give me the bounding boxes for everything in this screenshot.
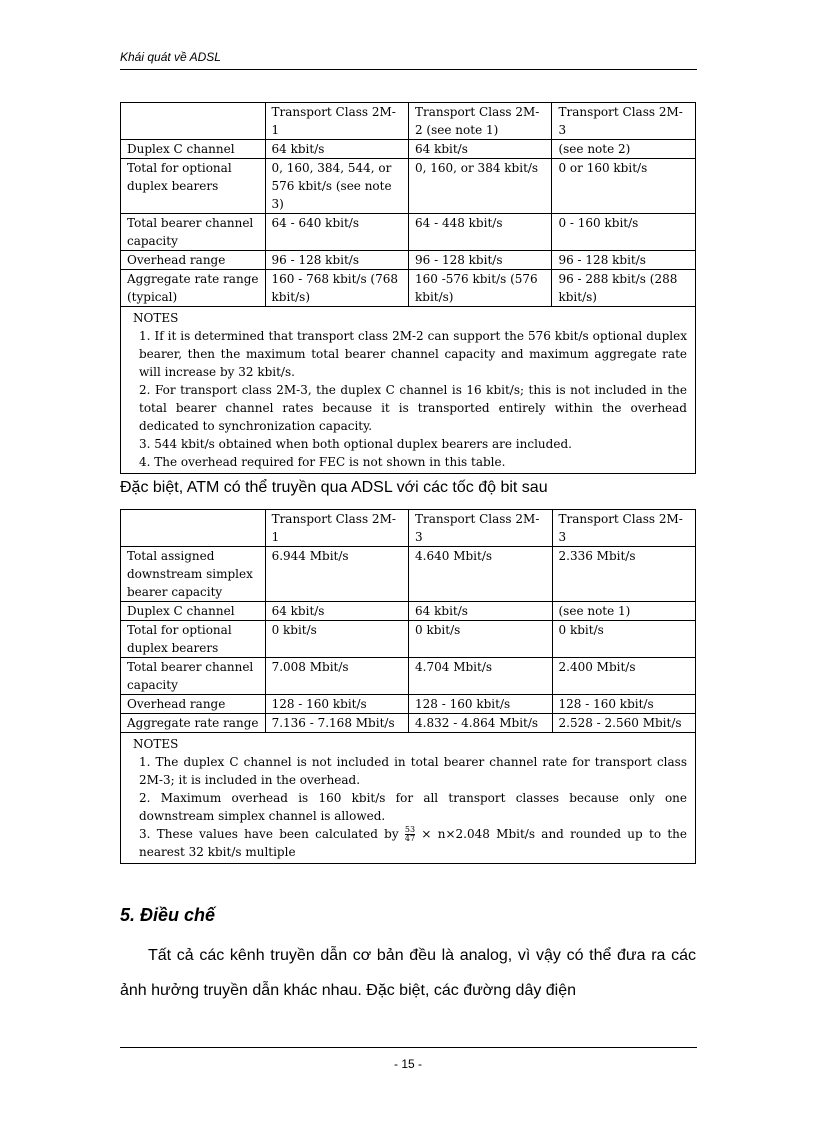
table-row (121, 159, 696, 214)
table-cell: 96 - 128 kbit/s (552, 251, 696, 270)
table-cell: 6.944 Mbit/s (265, 547, 408, 602)
table-cell: 128 - 160 kbit/s (265, 695, 408, 714)
table-cell: 128 - 160 kbit/s (409, 695, 552, 714)
table-cell: 0 kbit/s (265, 621, 408, 658)
table-cell: 128 - 160 kbit/s (552, 695, 696, 714)
header-rule (120, 69, 697, 70)
table-cell: 96 - 128 kbit/s (265, 251, 408, 270)
table-cell: Transport Class 2M-1 (265, 103, 408, 140)
table-cell: 0 or 160 kbit/s (552, 159, 696, 214)
notes-title: NOTES (133, 737, 179, 751)
table-cell: Transport Class 2M-3 (552, 510, 696, 547)
footer-rule (120, 1047, 697, 1048)
table-cell: Transport Class 2M-1 (265, 510, 408, 547)
table-cell: Transport Class 2M-3 (552, 103, 696, 140)
notes-row (121, 733, 696, 864)
table-cell: 0 - 160 kbit/s (552, 214, 696, 251)
table-cell: 96 - 288 kbit/s (288 kbit/s) (552, 270, 696, 307)
note-1: 1. The duplex C channel is not included in total bearer channel rate for transport class 2M-3; it is included in the overhead. (139, 755, 687, 787)
notes-row (121, 307, 696, 474)
running-header: Khái quát về ADSL (120, 50, 221, 64)
note-3-after: × n×2.048 Mbit/s and rounded up to the nearest 32 kbit/s multiple (139, 827, 687, 859)
table-cell: (see note 2) (552, 140, 696, 159)
table-cell: Aggregate rate range (121, 714, 266, 733)
table-cell: Overhead range (121, 695, 266, 714)
note-2: 2. Maximum overhead is 160 kbit/s for all transport classes because only one downstream simplex channel is allowed. (139, 791, 687, 823)
table-cell: Transport Class 2M-2 (see note 1) (408, 103, 551, 140)
fraction-numerator: 53 (404, 825, 416, 834)
transport-class-table-2 (120, 509, 696, 864)
fraction (405, 826, 415, 843)
transport-class-table-1 (120, 102, 696, 474)
table-cell: 2.528 - 2.560 Mbit/s (552, 714, 696, 733)
table-header-row (121, 510, 696, 547)
table-cell: 2.400 Mbit/s (552, 658, 696, 695)
table-cell: (see note 1) (552, 602, 696, 621)
note-1: 1. If it is determined that transport class 2M-2 can support the 576 kbit/s optional duplex bearer, then the maximum total bearer channel capacity and maximum aggregate rate will increase by 32 kbit/s. (139, 329, 687, 379)
table-row (121, 270, 696, 307)
table-cell: 160 - 768 kbit/s (768 kbit/s) (265, 270, 408, 307)
note-3: 3. 544 kbit/s obtained when both optional duplex bearers are included. (139, 437, 572, 451)
table-cell: Duplex C channel (121, 140, 266, 159)
table-cell: 7.008 Mbit/s (265, 658, 408, 695)
table-row (121, 547, 696, 602)
body-paragraph: Tất cả các kênh truyền dẫn cơ bản đều là analog, vì vậy có thể đưa ra các ảnh hưởng truyền dẫn khác nhau. Đặc biệt, các đường dây điện (120, 947, 696, 999)
table-cell: 64 kbit/s (408, 140, 551, 159)
table-cell: 4.832 - 4.864 Mbit/s (409, 714, 552, 733)
table-cell (121, 510, 266, 547)
table-header-row (121, 103, 696, 140)
section-title: 5. Điều chế (120, 905, 216, 925)
table-cell: 7.136 - 7.168 Mbit/s (265, 714, 408, 733)
table-cell: 4.704 Mbit/s (409, 658, 552, 695)
table-row (121, 602, 696, 621)
table-cell: 0, 160, 384, 544, or 576 kbit/s (see note 3) (265, 159, 408, 214)
table-cell: Total bearer channel capacity (121, 658, 266, 695)
table-row (121, 214, 696, 251)
table-cell: 160 -576 kbit/s (576 kbit/s) (408, 270, 551, 307)
table-cell: Total bearer channel capacity (121, 214, 266, 251)
table-cell: Total for optional duplex bearers (121, 621, 266, 658)
note-3 (139, 825, 687, 861)
table-cell: Aggregate rate range (typical) (121, 270, 266, 307)
table-cell: 0 kbit/s (409, 621, 552, 658)
table-cell: 64 kbit/s (265, 140, 408, 159)
table-cell: 64 - 640 kbit/s (265, 214, 408, 251)
notes-title: NOTES (133, 311, 179, 325)
table-cell: 0 kbit/s (552, 621, 696, 658)
table-row (121, 695, 696, 714)
table-cell: 0, 160, or 384 kbit/s (408, 159, 551, 214)
fraction-denominator: 47 (404, 834, 416, 843)
table-cell: 2.336 Mbit/s (552, 547, 696, 602)
table-cell: 64 kbit/s (409, 602, 552, 621)
note-2: 2. For transport class 2M-3, the duplex C channel is 16 kbit/s; this is not included in the total bearer channel rates because it is transported entirely within the overhead dedicated to synchronization capacity. (139, 383, 687, 433)
notes-cell (121, 733, 696, 864)
table-cell: Total assigned downstream simplex bearer capacity (121, 547, 266, 602)
note-4: 4. The overhead required for FEC is not shown in this table. (139, 455, 506, 469)
table-row (121, 658, 696, 695)
table-row (121, 251, 696, 270)
table-cell: 96 - 128 kbit/s (408, 251, 551, 270)
table-cell: Total for optional duplex bearers (121, 159, 266, 214)
table-caption: Đặc biệt, ATM có thể truyền qua ADSL với các tốc độ bit sau (120, 479, 548, 496)
table-cell (121, 103, 266, 140)
table-row (121, 714, 696, 733)
table-cell: Duplex C channel (121, 602, 266, 621)
table-cell: 4.640 Mbit/s (409, 547, 552, 602)
note-3-before: 3. These values have been calculated by (139, 827, 399, 841)
table-row (121, 140, 696, 159)
table-cell: Transport Class 2M-3 (409, 510, 552, 547)
table-cell: 64 kbit/s (265, 602, 408, 621)
page-number: - 15 - (393, 1057, 422, 1071)
table-cell: Overhead range (121, 251, 266, 270)
notes-cell (121, 307, 696, 474)
table-row (121, 621, 696, 658)
table-cell: 64 - 448 kbit/s (408, 214, 551, 251)
